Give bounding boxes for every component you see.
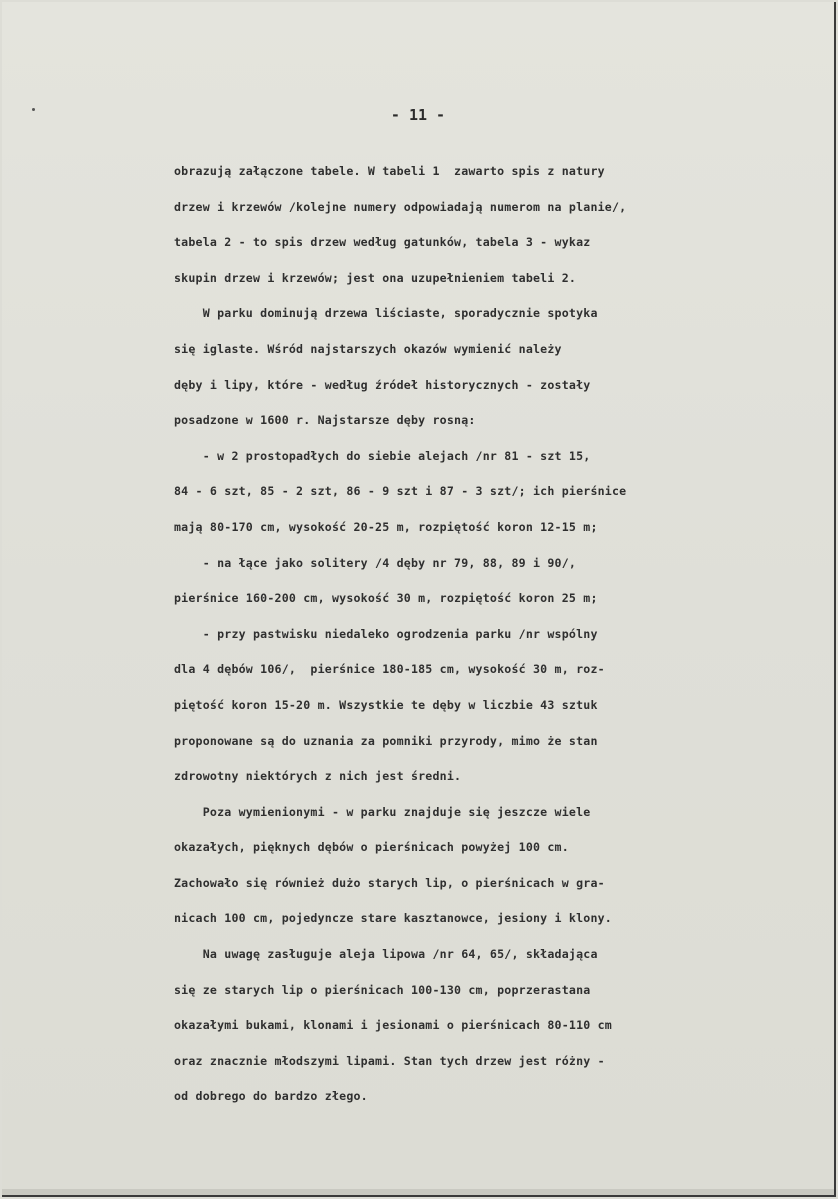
text-line: dęby i lipy, które - według źródeł historycznych - zostały	[174, 377, 591, 392]
text-line: od dobrego do bardzo złego.	[174, 1089, 368, 1104]
text-line: pierśnice 160-200 cm, wysokość 30 m, rozpiętość koron 25 m;	[174, 591, 598, 606]
text-line: okazałymi bukami, klonami i jesionami o pierśnicach 80-110 cm	[174, 1018, 612, 1033]
text-line: - w 2 prostopadłych do siebie alejach /nr 81 - szt 15,	[174, 448, 591, 463]
text-line: się iglaste. Wśród najstarszych okazów wymienić należy	[174, 341, 562, 356]
text-line: - na łące jako solitery /4 dęby nr 79, 88, 89 i 90/,	[174, 555, 577, 570]
document-page	[2, 2, 836, 1197]
text-line: oraz znacznie młodszymi lipami. Stan tych drzew jest różny -	[174, 1053, 605, 1068]
text-line: nicach 100 cm, pojedyncze stare kasztanowce, jesiony i klony.	[174, 911, 612, 926]
text-line: zdrowotny niektórych z nich jest średni.	[174, 769, 462, 784]
page-edge	[2, 1189, 834, 1195]
text-line: posadzone w 1600 r. Najstarsze dęby rosną:	[174, 413, 476, 428]
text-line: tabela 2 - to spis drzew według gatunków, tabela 3 - wykaz	[174, 235, 591, 250]
text-line: obrazują załączone tabele. W tabeli 1 zawarto spis z natury	[174, 164, 605, 178]
text-line: proponowane są do uznania za pomniki przyrody, mimo że stan	[174, 733, 598, 748]
text-line: Na uwagę zasługuje aleja lipowa /nr 64, 65/, składająca	[174, 947, 598, 962]
text-line: W parku dominują drzewa liściaste, sporadycznie spotyka	[174, 306, 598, 321]
text-line: Poza wymienionymi - w parku znajduje się jeszcze wiele	[174, 804, 591, 819]
text-line: okazałych, pięknych dębów o pierśnicach powyżej 100 cm.	[174, 840, 569, 855]
text-line: - przy pastwisku niedaleko ogrodzenia parku /nr wspólny	[174, 626, 598, 641]
text-line: mają 80-170 cm, wysokość 20-25 m, rozpiętość koron 12-15 m;	[174, 519, 598, 534]
text-line: drzew i krzewów /kolejne numery odpowiadają numerom na planie/,	[174, 199, 627, 214]
text-line: się ze starych lip o pierśnicach 100-130 cm, poprzerastana	[174, 982, 591, 997]
page-number: - 11 -	[390, 106, 446, 124]
text-line: dla 4 dębów 106/, pierśnice 180-185 cm, wysokość 30 m, roz-	[174, 662, 605, 677]
text-line: piętość koron 15-20 m. Wszystkie te dęby w liczbie 43 sztuk	[174, 697, 598, 712]
document-body	[174, 154, 814, 1115]
text-line: Zachowało się również dużo starych lip, o pierśnicach w gra-	[174, 875, 605, 890]
text-line: 84 - 6 szt, 85 - 2 szt, 86 - 9 szt i 87 - 3 szt/; ich pierśnice	[174, 484, 627, 499]
text-line: skupin drzew i krzewów; jest ona uzupełnieniem tabeli 2.	[174, 270, 577, 285]
